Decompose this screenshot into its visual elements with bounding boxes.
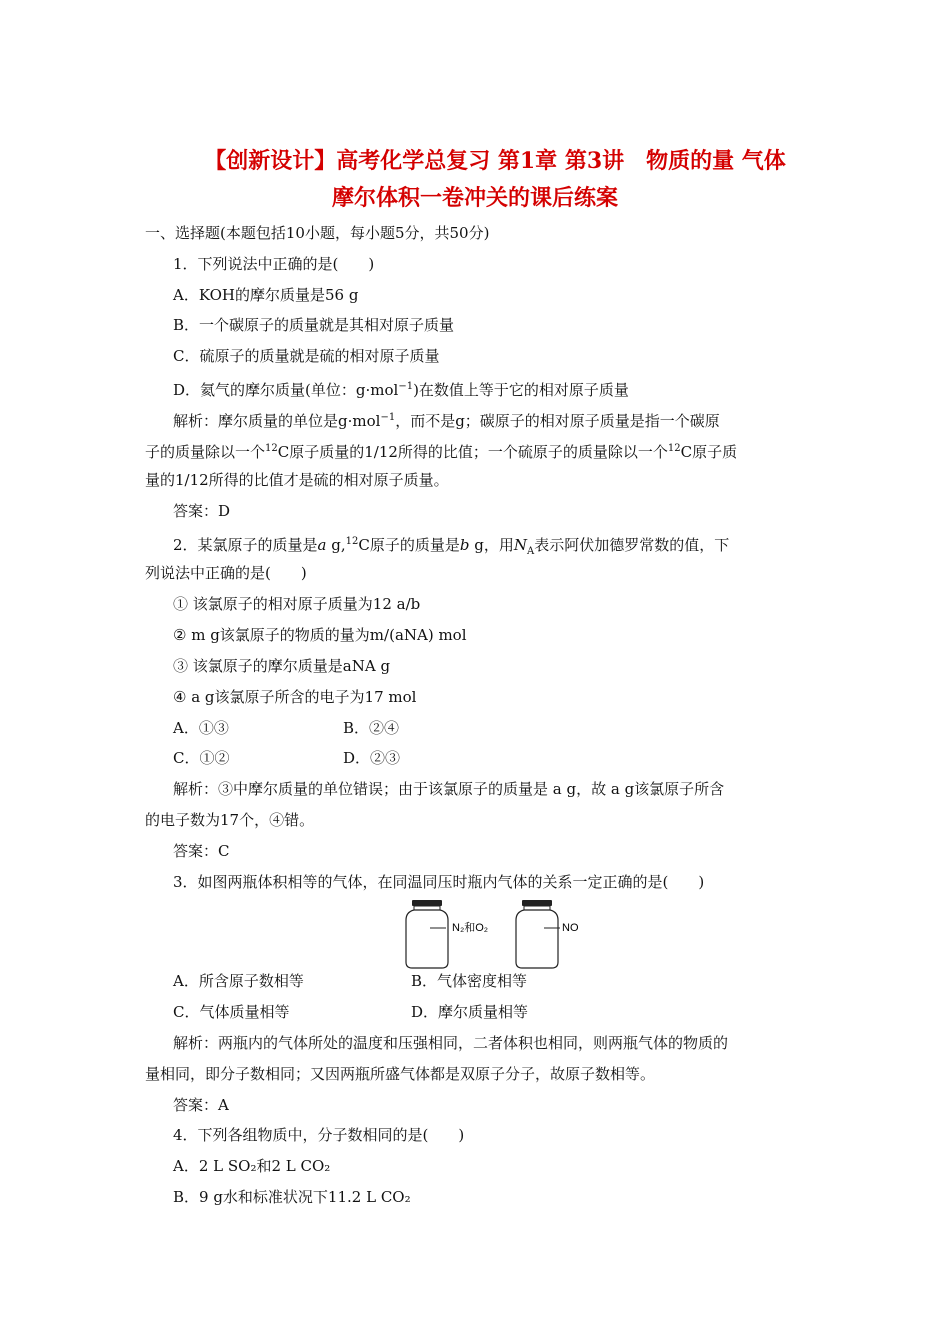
q2-option-c: C．①②: [173, 749, 230, 767]
q2-answer: 答案：C: [173, 842, 230, 860]
q2-option-b: B．②④: [343, 719, 400, 737]
q1-option-a: A．KOH的摩尔质量是56 g: [173, 286, 359, 304]
q2-statement-4: ④ a g该氯原子所含的电子为17 mol: [173, 688, 417, 706]
q2-stem-line1: 2．某氯原子的质量是a g,$^{12}$C原子的质量是b g，用$N_A$表示阿伏加德罗常数的值，下: [173, 536, 730, 557]
q1-explanation-line1: 解析：摩尔质量的单位是g·mol$^{-1}$，而不是g；碳原子的相对原子质量是指一个碳原: [173, 412, 720, 430]
q3-option-c: C．气体质量相等: [173, 1003, 290, 1021]
q2-statement-1: ① 该氯原子的相对原子质量为12 a/b: [173, 595, 421, 613]
bottle-left: [406, 900, 448, 968]
bottle-right: [516, 900, 560, 968]
q1-stem: 1．下列说法中正确的是( ): [173, 255, 375, 273]
q4-stem: 4．下列各组物质中，分子数相同的是( ): [173, 1126, 465, 1144]
q1-option-d: D．氦气的摩尔质量(单位：g·mol$^{-1}$)在数值上等于它的相对原子质量: [173, 381, 629, 399]
q1-explanation-line2: 子的质量除以一个$^{12}$C原子质量的1/12所得的比值；一个硫原子的质量除以一个$^{12}$C原子质: [145, 443, 738, 461]
q1-explanation-line3: 量的1/12所得的比值才是硫的相对原子质量。: [145, 471, 449, 489]
q2-stem-line2: 列说法中正确的是( ): [145, 564, 307, 582]
section-heading: 一、选择题(本题包括10小题，每小题5分，共50分): [145, 224, 490, 242]
q4-option-b: B．9 g水和标准状况下11.2 L CO₂: [173, 1188, 411, 1206]
q1-answer: 答案：D: [173, 502, 231, 520]
q2-statement-3: ③ 该氯原子的摩尔质量是aNA g: [173, 657, 391, 675]
q3-explanation-line1: 解析：两瓶内的气体所处的温度和压强相同，二者体积也相同，则两瓶气体的物质的: [173, 1034, 729, 1052]
bottle-right-label: NO: [562, 922, 579, 934]
q3-option-a: A．所含原子数相等: [173, 972, 304, 990]
bottle-left-label: N₂和O₂: [452, 922, 489, 934]
q3-answer: 答案：A: [173, 1096, 229, 1114]
q3-explanation-line2: 量相同，即分子数相同；又因两瓶所盛气体都是双原子分子，故原子数相等。: [145, 1065, 656, 1083]
gas-bottles-figure: [400, 898, 590, 970]
q4-option-a: A．2 L SO₂和2 L CO₂: [173, 1157, 331, 1175]
q2-explanation-line2: 的电子数为17个，④错。: [145, 811, 315, 829]
q1-option-b: B．一个碳原子的质量就是其相对原子质量: [173, 316, 455, 334]
q3-option-d: D．摩尔质量相等: [411, 1003, 529, 1021]
doc-title-line1: 【创新设计】高考化学总复习 第1章 第3讲 物质的量 气体: [204, 148, 786, 174]
q2-explanation-line1: 解析：③中摩尔质量的单位错误；由于该氯原子的质量是 a g，故 a g该氯原子所含: [173, 780, 725, 798]
q2-option-d: D．②③: [343, 749, 401, 767]
q2-statement-2: ② m g该氯原子的物质的量为m/(aNA) mol: [173, 626, 467, 644]
q3-stem: 3．如图两瓶体积相等的气体，在同温同压时瓶内气体的关系一定正确的是( ): [173, 873, 705, 891]
q2-option-a: A．①③: [173, 719, 229, 737]
doc-title-line2: 摩尔体积一卷冲关的课后练案: [331, 185, 618, 211]
q1-option-c: C．硫原子的质量就是硫的相对原子质量: [173, 347, 440, 365]
q3-option-b: B．气体密度相等: [411, 972, 528, 990]
